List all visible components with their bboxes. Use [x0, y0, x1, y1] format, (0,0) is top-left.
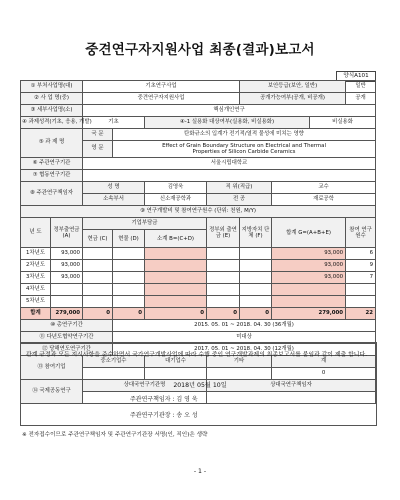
people-value [346, 296, 376, 308]
label-security: 보안등급(보안, 일반) [240, 81, 346, 93]
value-pi-name: 김영욱 [145, 182, 207, 194]
value-disclosure: 공개 [346, 93, 376, 105]
label-participating-companies: ⑬ 참여기업 [21, 356, 83, 380]
total-value [272, 296, 346, 308]
other-gov-value [207, 260, 240, 272]
inkind-value [113, 296, 145, 308]
row-1 [21, 81, 376, 93]
budget-row-2 [21, 260, 376, 272]
cash-value [83, 272, 113, 284]
label-program: ② 사 업 명(중) [21, 93, 83, 105]
label-large-count: 대기업수 [145, 356, 207, 368]
budget-row-4 [21, 284, 376, 296]
label-current-period: ⑫ 당해연도연구기간 [21, 344, 113, 356]
label-pi-name: 성 명 [83, 182, 145, 194]
col-cash: 현금 (C) [83, 230, 113, 248]
value-total-count: 0 [272, 368, 376, 380]
col-other-gov: 정부외 출연금 (E) [207, 218, 240, 248]
local-value [240, 296, 272, 308]
value-coop-institution [83, 170, 376, 182]
budget-col-header-1 [21, 218, 376, 230]
submission-date: 2018년 05월 10일 [173, 382, 227, 389]
budget-row-5 [21, 296, 376, 308]
total-value: 93,000 [272, 248, 346, 260]
sum-subtotal: 0 [145, 308, 207, 320]
label-pi-position: 직 위(직급) [207, 182, 272, 194]
label-multiyear-period: ⑪ 다년도협약연구기간 [21, 332, 113, 344]
label-partner-institution: 상대국연구기관명 [83, 380, 207, 392]
year-label: 1차년도 [21, 248, 51, 260]
col-gov-fund: 정부출연금 (A) [51, 218, 83, 248]
sum-people: 22 [346, 308, 376, 320]
subtotal-value [145, 272, 207, 284]
budget-header-row [21, 206, 376, 218]
value-commercialization: 비실용화 [310, 117, 376, 129]
gov-value: 93,000 [51, 272, 83, 284]
label-sme-count: 중소기업수 [83, 356, 145, 368]
label-sub-program: ③ 세부사업명(소) [21, 105, 83, 117]
budget-sum-row [21, 308, 376, 320]
sum-local: 0 [240, 308, 272, 320]
sum-total: 279,000 [272, 308, 346, 320]
sum-other-gov: 0 [207, 308, 240, 320]
label-english: 영 문 [83, 141, 113, 158]
people-value [346, 284, 376, 296]
other-gov-value [207, 284, 240, 296]
label-commercialization: ④-1 실용화 대상여부(실용화, 비실용화) [145, 117, 310, 129]
col-subtotal: 소계 B=(C+D) [145, 230, 207, 248]
budget-row-1 [21, 248, 376, 260]
subtotal-value [145, 248, 207, 260]
row-10 [21, 320, 376, 332]
row-5-korean [21, 129, 376, 141]
local-value [240, 260, 272, 272]
cash-value [83, 296, 113, 308]
local-value [240, 248, 272, 260]
cash-value [83, 260, 113, 272]
value-pi-major: 재료공학 [272, 194, 376, 206]
english-title-line-1: Effect of Grain Boundary Structure on Electrical and Thermal [162, 142, 326, 149]
year-label: 4차년도 [21, 284, 51, 296]
head-signature-line: 주관연구기관장 : 송 오 성 [130, 412, 198, 419]
value-pi-dept: 신소재공학과 [145, 194, 207, 206]
year-label: 3차년도 [21, 272, 51, 284]
total-value: 93,000 [272, 260, 346, 272]
gov-value [51, 296, 83, 308]
label-lead-institution: ⑥ 주관연구기관 [21, 158, 83, 170]
subtotal-value [145, 284, 207, 296]
value-program: 중견연구자지원사업 [83, 93, 240, 105]
label-coop-institution: ⑦ 협동연구기관 [21, 170, 83, 182]
people-value: 9 [346, 260, 376, 272]
row-8-a [21, 182, 376, 194]
other-gov-value [207, 248, 240, 260]
row-3 [21, 105, 376, 117]
value-task-type: 기초 [83, 117, 145, 129]
other-gov-value [207, 272, 240, 284]
gov-value: 93,000 [51, 260, 83, 272]
col-local-gov: 지방자치 단체 (F) [240, 218, 272, 248]
label-total-count: 계 [272, 356, 376, 368]
col-year: 년 도 [21, 218, 51, 248]
value-task-name-korean: 탄화규소의 입계가 전기적/열적 물성에 미치는 영향 [113, 129, 376, 141]
footnote: ※ 전자접수이므로 주관연구책임자 및 주관연구기관장 서명(인, 직인)은 생략 [22, 432, 208, 438]
value-current-period: 2017. 05. 01 ~ 2018. 04. 30 (12개월) [113, 344, 376, 356]
value-ministry-program: 기초연구사업 [83, 81, 240, 93]
label-task-name: ⑤ 과 제 명 [21, 129, 83, 158]
total-value: 93,000 [272, 272, 346, 284]
subtotal-value [145, 296, 207, 308]
gov-value [51, 284, 83, 296]
label-total-period: ⑩ 총연구기간 [21, 320, 113, 332]
label-korean: 국 문 [83, 129, 113, 141]
label-pi: ⑧ 주관연구책임자 [21, 182, 83, 206]
cash-value [83, 284, 113, 296]
submission-statement: 관계 규정과 모든 지시사항을 준수하면서 국가연구개발사업에 따라 수행 중인 연구개발과제의 최종보고서를 붙임과 같이 제출 합니다. [26, 352, 368, 358]
col-inkind: 현물 (D) [113, 230, 145, 248]
year-label: 5차년도 [21, 296, 51, 308]
local-value [240, 272, 272, 284]
value-sub-program: 핵심개인연구 [83, 105, 376, 117]
people-value: 7 [346, 272, 376, 284]
row-2 [21, 93, 376, 105]
budget-section-header: ⑨ 연구개발비 및 참여연구원수 (단위: 천원, M/Y) [21, 206, 376, 218]
pi-signature-line: 주관연구책임자 : 김 영 욱 [130, 396, 198, 403]
label-other-count: 기타 [207, 356, 272, 368]
col-total: 합계 G=(A+B+E) [272, 218, 346, 248]
label-pi-major: 전 공 [207, 194, 272, 206]
row-4 [21, 117, 376, 129]
row-7 [21, 170, 376, 182]
value-task-name-english [113, 141, 376, 158]
label-pi-dept: 소속부서 [83, 194, 145, 206]
inkind-value [113, 284, 145, 296]
value-pi-position: 교수 [272, 182, 376, 194]
people-value: 6 [346, 248, 376, 260]
total-value [272, 284, 346, 296]
year-label: 2차년도 [21, 260, 51, 272]
row-6 [21, 158, 376, 170]
label-ministry-program: ① 부처사업명(대) [21, 81, 83, 93]
inkind-value [113, 248, 145, 260]
page-number: - 1 - [193, 468, 207, 475]
label-partner-pi: 상대국연구책임자 [207, 380, 376, 392]
sum-gov: 279,000 [51, 308, 83, 320]
col-private-fund: 기업부담금 [83, 218, 207, 230]
sum-label: 합계 [21, 308, 51, 320]
value-lead-institution: 서울시립대학교 [83, 158, 376, 170]
form-number: 양식A101 [336, 71, 376, 82]
report-title: 중견연구자지원사업 최종(결과)보고서 [85, 42, 315, 58]
inkind-value [113, 260, 145, 272]
sum-inkind: 0 [113, 308, 145, 320]
english-title-line-2: Properties of Silicon Carbide Ceramics [192, 149, 296, 155]
value-total-period: 2015. 05. 01 ~ 2018. 04. 30 (36개월) [113, 320, 376, 332]
gov-value: 93,000 [51, 248, 83, 260]
subtotal-value [145, 260, 207, 272]
label-disclosure: 공개가능여부(공개, 비공개) [240, 93, 346, 105]
cash-value [83, 248, 113, 260]
value-security: 일반 [346, 81, 376, 93]
label-intl-joint-research: ⑭ 국제공동연구 [21, 380, 83, 404]
value-multiyear-period: 미대상 [113, 332, 376, 344]
sum-cash: 0 [83, 308, 113, 320]
inkind-value [113, 272, 145, 284]
other-gov-value [207, 296, 240, 308]
local-value [240, 284, 272, 296]
budget-row-3 [21, 272, 376, 284]
col-researchers: 참여 연구원수 [346, 218, 376, 248]
label-task-type: ④ 과제성격(기초, 응용, 개발) [21, 117, 83, 129]
